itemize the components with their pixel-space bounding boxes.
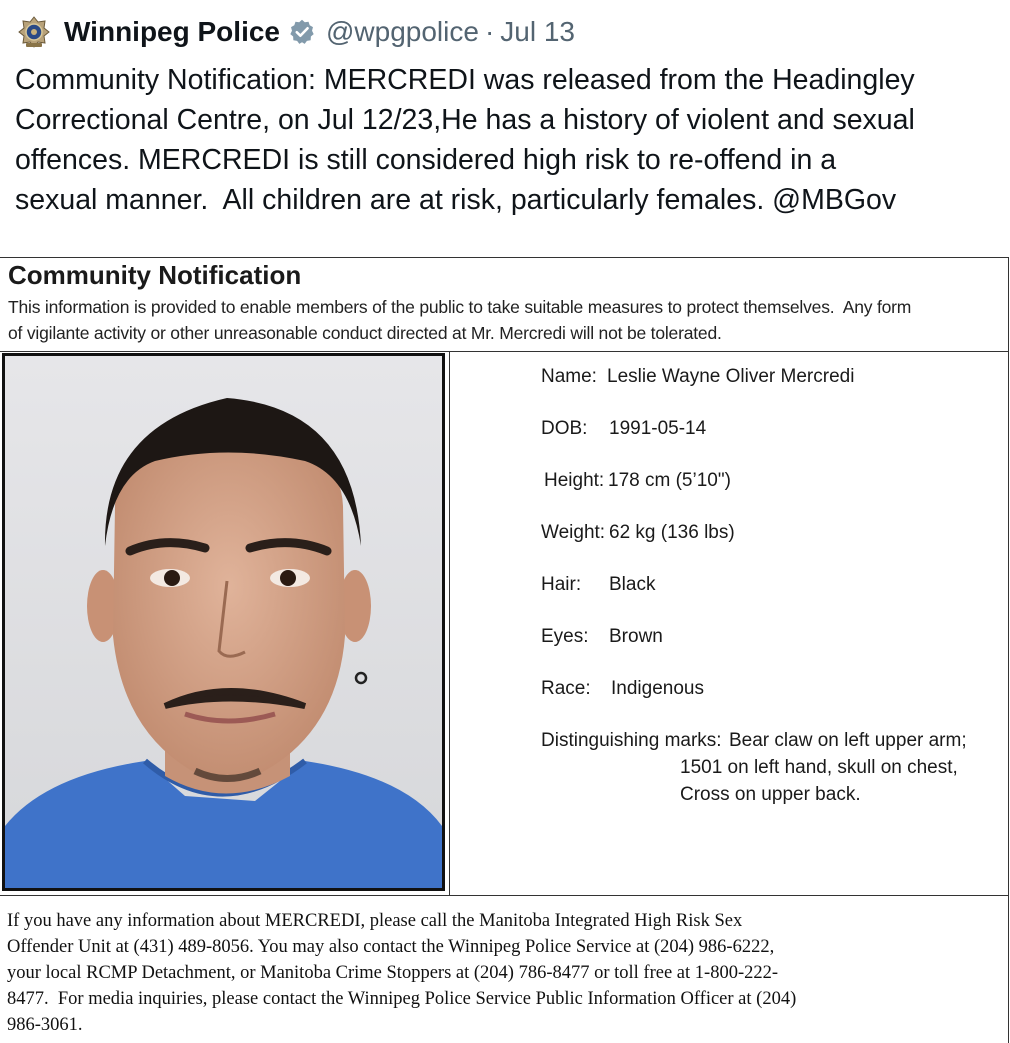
dob-label: DOB: — [541, 418, 588, 439]
marks-line: 1501 on left hand, skull on chest, — [680, 757, 958, 778]
verified-badge-icon — [288, 18, 316, 46]
attached-notice-image[interactable] — [0, 257, 1009, 1043]
weight-value: 62 kg (136 lbs) — [609, 522, 735, 543]
contact-line: If you have any information about MERCREDI, please call the Manitoba Integrated High Risk Sex — [7, 911, 743, 931]
notice-intro — [8, 294, 1002, 346]
detail-name — [541, 366, 855, 388]
contact-information — [7, 908, 997, 1038]
display-name[interactable]: Winnipeg Police — [64, 16, 280, 47]
tweet-text — [15, 60, 1000, 220]
tweet-text-line: Community Notification: MERCREDI was released from the Headingley — [15, 64, 915, 96]
separator: · — [484, 16, 495, 47]
height-label: Height: — [544, 470, 605, 491]
dob-value: 1991-05-14 — [609, 418, 707, 439]
notice-header — [0, 258, 1008, 352]
weight-label: Weight: — [541, 522, 606, 543]
portrait-photo — [2, 353, 445, 891]
tweet-date[interactable]: Jul 13 — [500, 16, 575, 47]
detail-hair — [541, 574, 656, 596]
eyes-label: Eyes: — [541, 626, 589, 647]
eyes-value: Brown — [609, 626, 663, 647]
marks-label: Distinguishing marks: — [541, 730, 722, 751]
contact-line: 986-3061. — [7, 1015, 83, 1035]
vertical-divider — [449, 352, 450, 895]
tweet-text-line: offences. MERCREDI is still considered high risk to re-offend in a — [15, 144, 837, 176]
horizontal-divider — [0, 895, 1008, 896]
police-badge-icon[interactable] — [18, 16, 50, 48]
detail-dob — [541, 418, 707, 440]
tweet-text-line: Correctional Centre, on Jul 12/23,He has a history of violent and sexual — [15, 104, 915, 136]
hair-label: Hair: — [541, 574, 582, 595]
detail-height — [544, 470, 731, 492]
tweet-header — [18, 12, 575, 52]
handle[interactable]: @wpgpolice — [326, 16, 479, 47]
name-label: Name: — [541, 366, 597, 387]
race-label: Race: — [541, 678, 591, 699]
notice-intro-line: of vigilante activity or other unreasonable conduct directed at Mr. Mercredi will not be tolerated. — [8, 323, 722, 343]
name-value: Leslie Wayne Oliver Mercredi — [607, 366, 855, 387]
detail-marks — [541, 730, 967, 805]
contact-line: 8477. For media inquiries, please contact the Winnipeg Police Service Public Information Officer at (204) — [7, 989, 797, 1009]
contact-line: Offender Unit at (431) 489-8056. You may also contact the Winnipeg Police Service at (204) 986-6222, — [7, 937, 775, 957]
height-value: 178 cm (5’10") — [608, 470, 731, 491]
notice-title: Community Notification — [8, 260, 302, 290]
tweet-text-line: sexual manner. All children are at risk, particularly females. @MBGov — [15, 184, 897, 216]
detail-weight — [541, 522, 735, 544]
marks-line: Bear claw on left upper arm; — [729, 730, 967, 751]
contact-line: your local RCMP Detachment, or Manitoba Crime Stoppers at (204) 786-8477 or toll free at 1-800-222- — [7, 963, 779, 983]
notice-intro-line: This information is provided to enable members of the public to take suitable measures to protect themselves. Any form — [8, 297, 912, 317]
hair-value: Black — [609, 574, 656, 595]
marks-line: Cross on upper back. — [680, 784, 861, 805]
detail-race — [541, 678, 704, 700]
detail-eyes — [541, 626, 663, 648]
race-value: Indigenous — [611, 678, 704, 699]
